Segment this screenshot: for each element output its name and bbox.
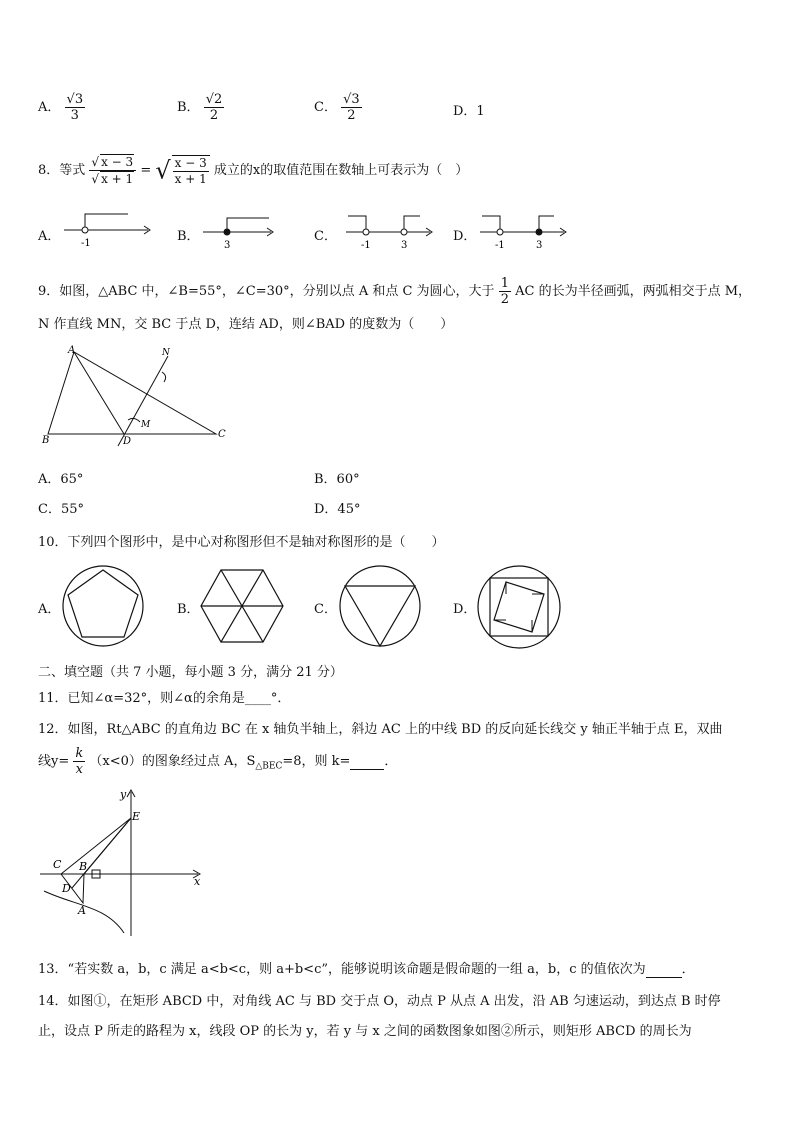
q9-label-n: N [162,348,170,358]
q8-left-denominator: √ x + 1 [91,172,134,186]
triangle-in-circle-icon [338,564,422,648]
q9-label-m: M [141,420,151,430]
q9-frac-den: 2 [500,292,509,307]
q12-label-e: E [132,810,141,823]
q8-option-b-label: B． [177,229,200,244]
q12-label-x: x [194,875,201,888]
q7-c-denominator: 2 [347,108,356,123]
q13-text [38,958,695,978]
q8-option-d-label: D． [453,229,477,244]
q12-label-a: A [78,904,86,917]
q12-line1: 12．如图，Rt△ABC 的直角边 BC 在 x 轴负半轴上，斜边 AC 上的中线 BD 的反向延长线交 y 轴正半轴于点 E，双曲 [38,722,723,737]
q7-option-c-fraction [341,92,362,123]
q9-line1-a: 9．如图，△ABC 中，∠B=55°，∠C=30°，分别以点 A 和点 C 为圆心，大于 [38,284,495,299]
q8-d-tick-1: -1 [495,240,505,250]
q9-label-a: A [68,345,76,356]
q8-option-d-numberline [478,208,570,250]
q8-option-c-numberline [344,208,436,250]
squares-in-circle-icon [476,564,562,650]
q10-option-c-label: C． [314,602,337,617]
q7-option-b-label: B． [177,100,200,115]
q14-line1: 14．如图①，在矩形 ABCD 中，对角线 AC 与 BD 交于点 O，动点 P 从点 A 出发，沿 AB 匀速运动，到达点 B 时停 [38,994,721,1009]
q12-frac-den: x [75,762,83,777]
q13-answer-blank[interactable] [646,962,682,978]
q7-b-numerator: √2 [205,92,223,107]
q8-b-tick: 3 [224,240,231,250]
q9-label-b: B [42,435,50,446]
q9-half-fraction [499,276,511,307]
q12-label-y: y [120,788,127,801]
q12-hyperbola-figure [36,788,206,940]
q9-stem-line2: N 作直线 MN，交 BC 于点 D，连结 AD，则∠BAD 的度数为（ ） [38,317,454,332]
q8-a-tick: -1 [81,238,91,249]
q9-label-d: D [123,436,132,447]
q10-stem: 10．下列四个图形中，是中心对称图形但不是轴对称图形的是（ ） [38,535,445,550]
q10-option-a-label: A． [38,602,61,617]
q7-option-a-label: A． [38,100,61,115]
q7-a-numerator: √3 [66,92,84,107]
q12-k-over-x [73,746,85,777]
q7-option-a-fraction [65,92,86,123]
q8-option-b-numberline [201,208,281,250]
q12-subscript: △BEC [255,761,283,772]
q12-label-d: D [62,882,71,895]
q7-option-b [177,92,224,123]
q12-label-b: B [79,860,88,873]
q12-line2-a: 线y= [38,754,70,769]
q8-left-den-radicand: x + 1 [101,172,134,186]
section2-heading: 二、填空题（共 7 小题，每小题 3 分，满分 21 分） [38,665,343,680]
q8-suffix: 成立的x的取值范围在数轴上可表示为（ ） [213,163,469,178]
q8-d-tick-2: 3 [536,240,543,250]
q9-option-d: D．45° [314,502,361,517]
q8-prefix: 8．等式 [38,163,86,178]
q9-option-b: B．60° [314,472,360,487]
q12-line2-b: （x<0）的图象经过点 A，S [89,754,256,769]
q10-option-d-label: D． [453,602,477,617]
q8-right-fraction [172,155,210,187]
q8-option-a-numberline [62,208,157,250]
hexagon-in-circle-icon [199,564,285,648]
q12-line2 [38,746,397,777]
q8-option-c-label: C． [314,229,337,244]
q7-option-b-fraction [204,92,225,123]
q8-left-numerator: √ x − 3 [89,154,136,171]
q14-line2: 止，设点 P 所走的路程为 x，线段 OP 的长为 y，若 y 与 x 之间的函数图象如图②所示，则矩形 ABCD 的周长为 [38,1024,692,1039]
q8-c-tick-1: -1 [361,240,371,250]
q8-left-fraction [89,154,136,187]
q8-c-tick-2: 3 [401,240,408,250]
q8-option-a-label: A． [38,229,61,244]
q7-a-denominator: 3 [70,108,79,123]
pentagon-in-circle-icon [61,564,145,648]
q8-stem: 8．等式 $\frac{√ x - 3}{√ x + 1}$ = √ $\frac{x - 3}{x + 1}$ 成立的x的取值范围在数轴上可表示为（ ） [38,155,469,186]
q11-text: 11．已知∠α=32°，则∠α的余角是____°． [38,691,291,706]
q8-left-num-radicand: x − 3 [101,155,134,169]
q12-frac-num: k [75,746,84,761]
q12-label-c: C [53,858,62,871]
q9-option-a: A．65° [38,472,84,487]
q9-stem-line1 [38,276,751,307]
q13-stem: 13．“若实数 a，b，c 满足 a<b<c，则 a+b<c”，能够说明该命题是假命题的一组 a，b，c 的值依次为 [38,962,646,977]
q7-option-a [38,92,85,123]
q10-option-b-label: B． [177,602,200,617]
q9-frac-num: 1 [500,276,509,291]
q12-line2-c: =8，则 k= [282,754,351,769]
q13-end: ． [681,962,695,977]
q9-label-c: C [218,429,226,440]
q7-c-numerator: √3 [343,92,360,107]
q8-right-denominator: x + 1 [174,171,207,186]
q7-option-d: D．1 [453,104,485,119]
q7-option-c [314,92,362,123]
q9-option-c: C．55° [38,502,84,517]
q9-triangle-figure [36,342,236,448]
q12-line2-d: ． [384,754,398,769]
q7-option-c-label: C． [314,100,337,115]
q12-answer-blank[interactable] [350,754,384,770]
q8-right-numerator: x − 3 [174,155,207,170]
q9-line1-b: AC 的长为半径画弧，两弧相交于点 M， [515,284,752,299]
q7-b-denominator: 2 [209,108,219,123]
